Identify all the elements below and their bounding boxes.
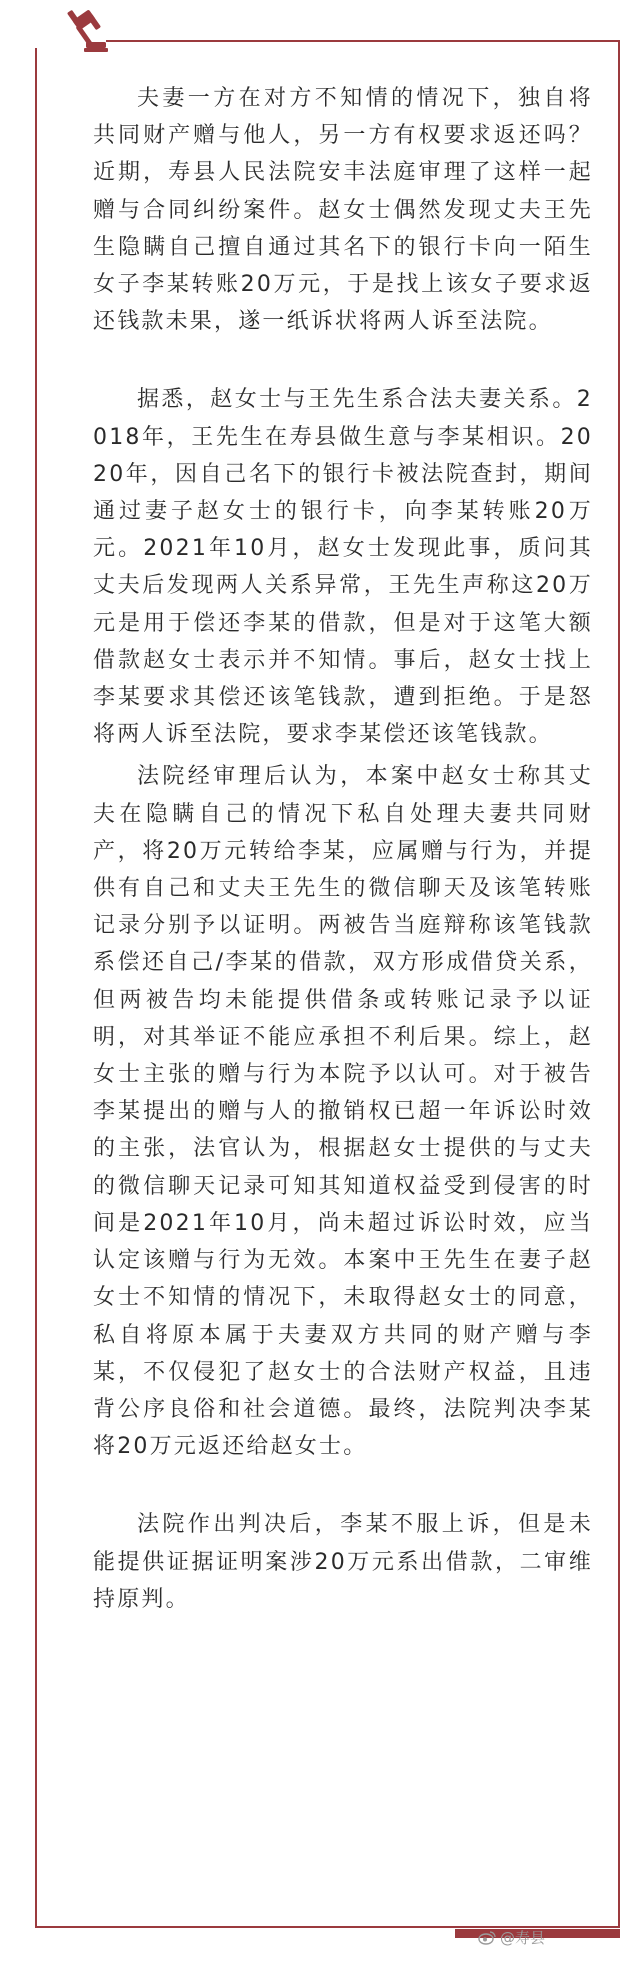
watermark bbox=[478, 1927, 545, 1948]
article-paragraph: 法院经审理后认为，本案中赵女士称其丈夫在隐瞒自己的情况下私自处理夫妻共同财产，将20万元转给李某，应属赠与行为，并提供有自己和丈夫王先生的微信聊天及该笔转账记录分别予以证明。两被告当庭辩称该笔钱款系偿还自己/李某的借款，双方形成借贷关系，但两被告均未能提供借条或转账记录予以证明，对其举证不能应承担不利后果。综上，赵女士主张的赠与行为本院予以认可。对于被告李某提出的赠与人的撤销权已超一年诉讼时效的主张，法官认为，根据赵女士提供的与丈夫的微信聊天记录可知其知道权益受到侵害的时间是2021年10月，尚未超过诉讼时效，应当认定该赠与行为无效。本案中王先生在妻子赵女士不知情的情况下，未取得赵女士的同意，私自将原本属于夫妻双方共同的财产赠与李某，不仅侵犯了赵女士的合法财产权益，且违背公序良俗和社会道德。最终，法院判决李某将20万元返还给赵女士。 bbox=[93, 764, 593, 1460]
watermark-text: @寿县 bbox=[500, 1929, 546, 1947]
article-paragraph: 夫妻一方在对方不知情的情况下，独自将共同财产赠与他人，另一方有权要求返还吗？近期，寿县人民法院安丰法庭审理了这样一起赠与合同纠纷案件。赵女士偶然发现丈夫王先生隐瞒自己擅自通过其名下的银行卡向一陌生女子李某转账20万元，于是找上该女子要求返还钱款未果，遂一纸诉状将两人诉至法院。 bbox=[93, 86, 593, 335]
article-body bbox=[93, 80, 593, 1618]
article-paragraph: 法院作出判决后，李某不服上诉，但是未能提供证据证明案涉20万元系出借款，二审维持原判。 bbox=[93, 1512, 593, 1612]
gavel-icon bbox=[58, 10, 110, 54]
article-paragraph: 据悉，赵女士与王先生系合法夫妻关系。2018年，王先生在寿县做生意与李某相识。2020年，因自己名下的银行卡被法院查封，期间通过妻子赵女士的银行卡，向李某转账20万元。2021年10月，赵女士发现此事，质问其丈夫后发现两人关系异常，王先生声称这20万元是用于偿还李某的借款，但是对于这笔大额借款赵女士表示并不知情。事后，赵女士找上李某要求其偿还该笔钱款，遭到拒绝。于是怒将两人诉至法院，要求李某偿还该笔钱款。 bbox=[93, 387, 593, 748]
weibo-icon bbox=[478, 1930, 496, 1945]
